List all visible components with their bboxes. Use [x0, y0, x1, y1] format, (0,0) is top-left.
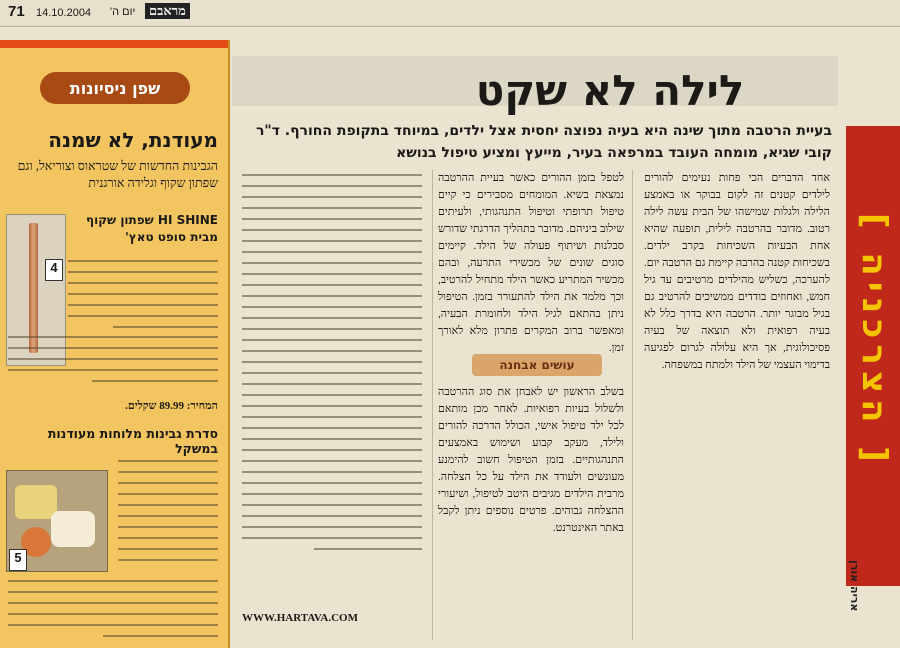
cheese-body-text-2 [8, 580, 218, 646]
callout-text: עושים אבחנה [499, 358, 575, 372]
article-headline: לילה לא שקט [475, 66, 745, 115]
column-divider [432, 170, 433, 640]
callout-box [472, 354, 602, 376]
product-body-text [68, 260, 218, 337]
article-column-left-lines [242, 174, 422, 559]
issue-date: 14.10.2004 [36, 7, 92, 19]
sidebar-section-title: סדרת גבינות מלוחות מעודנות במשקל [47, 426, 218, 456]
article-column-right: אחד הדברים הכי פחות נעימים להורים לילדים קטנים זה לקום בבוקר או באמצע הלילה ולגלות שמישהו של הבית עשה לילה רטוב. מדובר בהרטבה לילית, תופעה שהיא אחת הבעיות השכיחות בקרב ילדים. בשכיחות קטנה בהרבה קיימת גם הרטבה יום. להערכה, כשליש מהילדים מרטיבים עד גיל חמש, ואחוזים בודדים ממשיכים להרטיב גם בגיל מבוגר יותר. הרטבה היא בדרך כלל לא בעיה רפואית ולא תוצאה של בעיה פסיכולוגית, אך היא עלולה לגרום לפגיעה בדימוי העצמי של הילד ולמתח במשפחה. [644, 172, 830, 371]
website-url: WWW.HARTAVA.COM [242, 612, 358, 624]
sidebar-deck: הגבינות החדשות של שטראוס וצוריאל, וגם שפתון שקוף וגלידה אורגנית [17, 159, 218, 190]
article [232, 54, 838, 648]
sidebar-headline: מעודנת, לא שמנה [48, 128, 218, 152]
product-number-badge: 4 [45, 259, 63, 281]
product-body-text-2 [8, 336, 218, 391]
byline: אריה אורן [848, 560, 861, 612]
article-column-mid-lower: בשלב הראשון יש לאבחן את סוג ההרטבה ולשלול בעיות רפואיות. לאחר מכן מותאם לכל ילד טיפול אישי, הכולל הדרכה להורים ולילד, מעקב קבוע ושימוש באמצעים התנהגותיים. בזמן הטיפול חשוב להימנע מעונשים ולעודד את הילד על כל הצלחה. מרבית הילדים מגיבים היטב לטיפול, ושיעורי ההצלחה גבוהים. פרטים נוספים ניתן לקבל באתר האינטרנט. [438, 386, 624, 534]
section-label [40, 72, 190, 104]
column-divider [632, 170, 633, 640]
sidebar [0, 40, 230, 648]
article-deck: בעיית הרטבה מתוך שינה היא בעיה נפוצה יחסית אצל ילדים, במיוחד בתקופת החורף. ד"ר קובי שגיא, מומחה העובד במרפאה בעיר, מייעץ ומציע טיפול בנושא [255, 123, 832, 161]
price-text: המחיר: 89.99 שקלים. [125, 400, 218, 412]
product-number-badge: 5 [9, 549, 27, 571]
page-header [0, 0, 900, 27]
publication-name: מראבם [145, 3, 190, 19]
sidebar-top-rule [0, 40, 228, 48]
article-column-mid: לטפל בזמן ההורים כאשר בעיית ההרטבה נמצאת בשיא. המומחים מסבירים כי קיים טיפול תרופתי וטיפול התנהגותי, ולעיתים שילוב ביניהם. מדובר בתהליך הדרגתי שדורש סבלנות ושיתוף פעולה של הילד. קיימים סוגים שונים של מכשירי התרעה, ובהם מכשיר המתריע כאשר הילד מתחיל להרטיב, וכך מלמד את הילד להתעורר בזמן. הטיפול ניתן בהתאם לגיל הילד ולחומרת הבעיה, ומאפשר ברוב המקרים פתרון מלא לאורך זמן. [438, 172, 624, 354]
cheese-body-text [118, 460, 218, 570]
lip-pencil-image [29, 223, 38, 353]
page-number: 71 [8, 3, 25, 20]
product-title: HI SHINE שפתון שקוף מבית סופט טאץ' [85, 213, 218, 244]
cheese-photo [6, 470, 108, 572]
section-label-text: שפן ניסיונות [69, 78, 161, 98]
issue-day: יום ה' [110, 6, 136, 18]
section-banner-title: [ הצרכניה ] [854, 212, 894, 468]
